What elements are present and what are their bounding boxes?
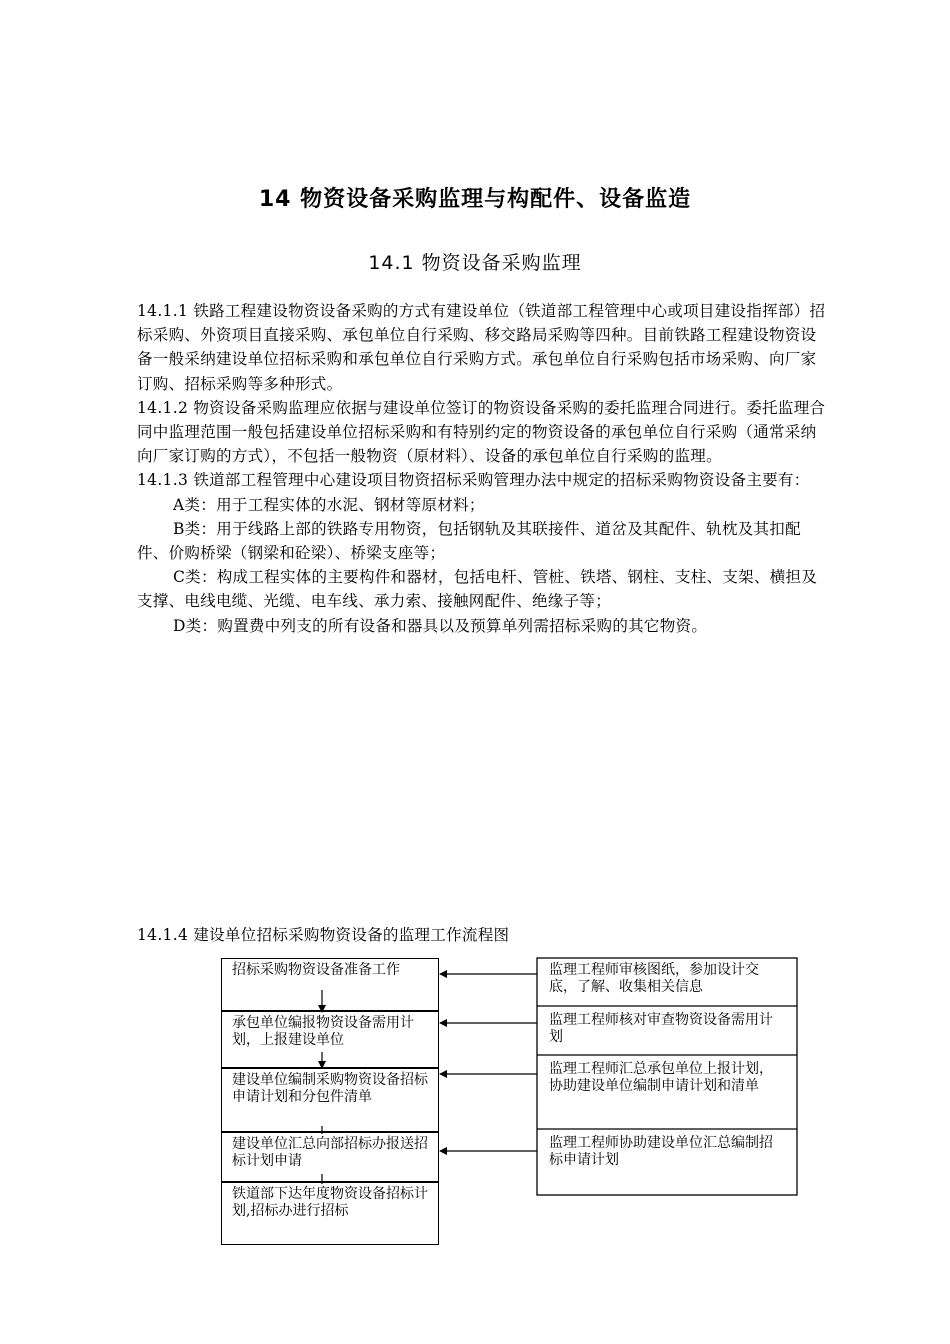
body-text — [137, 299, 827, 638]
flow-step-left-2-text: 承包单位编报物资设备需用计划，上报建设单位 — [232, 1015, 414, 1048]
category-a: A类：用于工程实体的水泥、钢材等原材料； — [173, 495, 485, 514]
flow-step-left-1 — [221, 958, 439, 1011]
chapter-title: 14 物资设备采购监理与构配件、设备监造 — [258, 187, 692, 212]
flow-step-right-2 — [537, 1006, 797, 1055]
section-title: 14.1 物资设备采购监理 — [368, 252, 582, 274]
flow-step-left-1-text: 招标采购物资设备准备工作 — [232, 962, 400, 978]
flow-step-left-3-text: 建设单位编制采购物资设备招标申请计划和分包件清单 — [232, 1072, 428, 1105]
paragraph-14-1-3: 14.1.3 铁道部工程管理中心建设项目物资招标采购管理办法中规定的招标采购物资设备主要有： — [137, 471, 810, 490]
category-d: D类：购置费中列支的所有设备和器具以及预算单列需招标采购的其它物资。 — [173, 616, 708, 635]
flow-step-right-1 — [537, 958, 797, 1006]
flow-step-right-3 — [537, 1055, 797, 1129]
flow-step-left-5-text: 铁道部下达年度物资设备招标计划,招标办进行招标 — [232, 1186, 428, 1219]
category-b: B类：用于线路上部的铁路专用物资，包括钢轨及其联接件、道岔及其配件、轨枕及其扣配件、价购桥梁（钢梁和砼梁）、桥梁支座等； — [137, 519, 801, 563]
flow-step-right-4 — [537, 1129, 797, 1195]
flowchart-heading: 14.1.4 建设单位招标采购物资设备的监理工作流程图 — [137, 926, 510, 944]
flow-step-left-4 — [221, 1132, 439, 1182]
paragraph-14-1-2: 14.1.2 物资设备采购监理应依据与建设单位签订的物资设备采购的委托监理合同进行。委托监理合同中监理范围一般包括建设单位招标采购和有特别约定的物资设备的承包单位自行采购（通常采纳向厂家订购的方式），不包括一般物资（原材料）、设备的承包单位自行采购的监理。 — [137, 398, 826, 466]
flow-step-left-3 — [221, 1068, 439, 1132]
category-c: C类：构成工程实体的主要构件和器材，包括电杆、管桩、铁塔、钢柱、支柱、支架、横担及支撑、电线电缆、光缆、电车线、承力索、接触网配件、绝缘子等； — [137, 568, 818, 611]
flow-step-right-3-text: 监理工程师汇总承包单位上报计划，协助建设单位编制申请计划和清单 — [549, 1061, 773, 1094]
paragraph-14-1-1: 14.1.1 铁路工程建设物资设备采购的方式有建设单位（铁道部工程管理中心或项目建设指挥部）招标采购、外资项目直接采购、承包单位自行采购、移交路局采购等四种。目前铁路工程建设物资设备一般采纳建设单位招标采购和承包单位自行采购方式。承包单位自行采购包括市场采购、向厂家订购、招标采购等多种形式。 — [137, 302, 826, 393]
flow-step-right-1-text: 监理工程师审核图纸，参加设计交底，了解、收集相关信息 — [549, 962, 759, 995]
flow-step-left-5 — [221, 1182, 439, 1245]
flow-step-right-4-text: 监理工程师协助建设单位汇总编制招标申请计划 — [549, 1135, 773, 1168]
flow-step-left-4-text: 建设单位汇总向部招标办报送招标计划申请 — [232, 1136, 428, 1169]
flow-step-right-2-text: 监理工程师核对审查物资设备需用计划 — [549, 1012, 773, 1045]
flow-step-left-2 — [221, 1011, 439, 1068]
